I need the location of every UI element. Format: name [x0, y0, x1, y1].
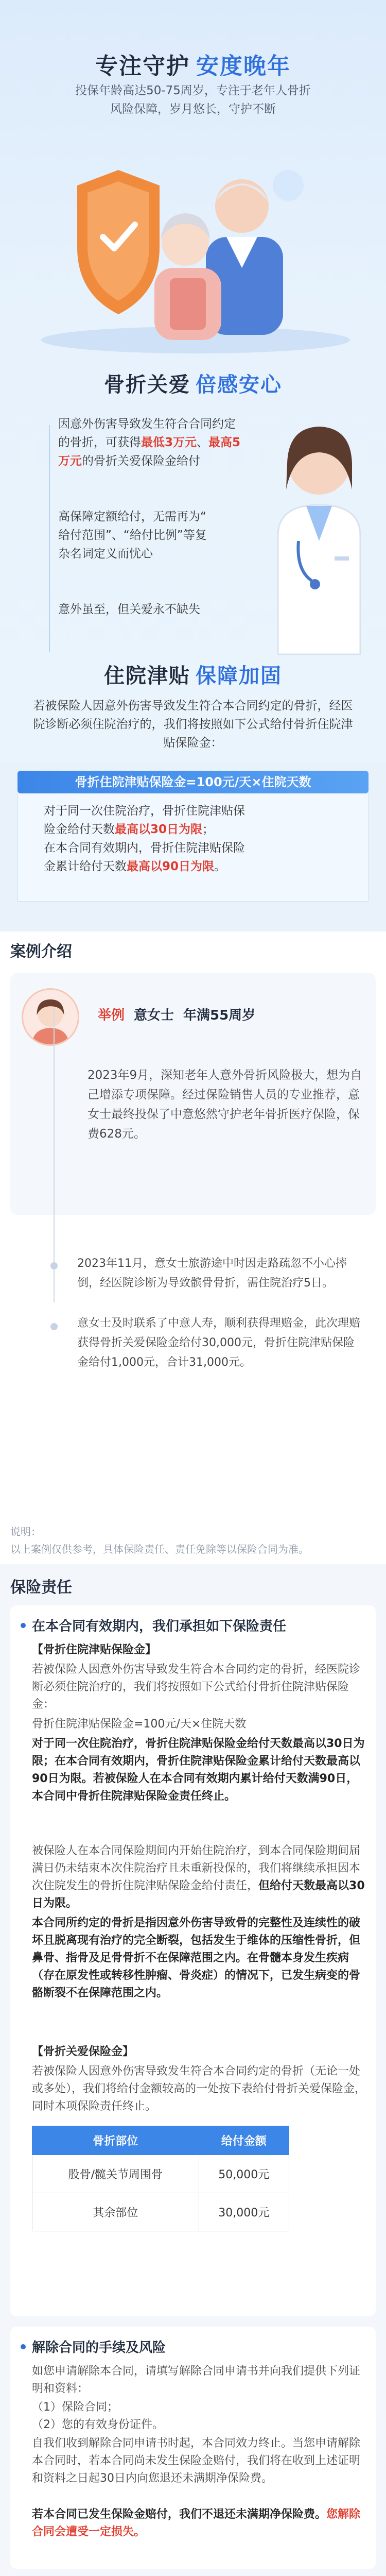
- duty-hospital-continuation: [32, 1842, 366, 1912]
- fracture-bubble-2-line-1: 高保障定额给付，无需再为“: [58, 510, 206, 523]
- duty-card-termination: [10, 2327, 376, 2569]
- table-cell-site: 股骨/髋关节周围骨: [32, 2155, 199, 2193]
- duty-card-1-title: [21, 1616, 286, 1635]
- hospital-detail-text-b: 金累计给付天数: [44, 860, 127, 873]
- fracture-max-amount-a: 最高5: [208, 436, 241, 449]
- hero-subtitle-line-1: 投保年龄高达50-75周岁，专注于老年人骨折: [75, 84, 311, 97]
- hospital-title-main: 住院津贴: [104, 664, 190, 688]
- case-note: 以上案例仅供参考，具体保险责任、责任免除等以保险合同为准。: [10, 1543, 309, 1555]
- fracture-min-amount: 最低3万元: [141, 436, 197, 449]
- termination-para-1: 如您申请解除本合同，请填写解除合同申请书并向我们提供下列证明和资料：: [32, 2365, 361, 2395]
- table-cell-site: 其余部位: [32, 2193, 199, 2231]
- case-person-age: 年满55周岁: [183, 1008, 256, 1023]
- case-person-name: 意女士: [134, 1008, 174, 1023]
- case-person-title: [98, 1005, 255, 1024]
- duty-card-2-title-text: 解除合同的手续及风险: [32, 2340, 166, 2355]
- termination-warning: [32, 2506, 366, 2541]
- fracture-separator: 、: [197, 436, 209, 449]
- hospital-detail-line-3: 在本合同有效期内，骨折住院津贴保险: [44, 841, 245, 855]
- duty-hospital-limits: 对于同一次住院治疗，骨折住院津贴保险金给付天数最高以30日为限；在本合同有效期内，骨折住院津贴保险金累计给付天数最高以90日为限。若被保险人在本合同有效期内累计给付天数满90日，本合同中骨折住院津贴保险金责任终止。: [32, 1737, 365, 1803]
- elderly-couple-illustration: [0, 139, 386, 355]
- hospital-detail-punct-b: 。: [214, 860, 226, 873]
- case-card: [10, 973, 376, 1215]
- termination-para-2: 自我们收到解除合同申请书时起，本合同效力终止。当您申请解除本合同时，若本合同尚未发生保险金赔付，我们将在收到上述证明和资料之日起30日内向您退还未满期净保险费。: [32, 2437, 361, 2485]
- table-header-site: 骨折部位: [32, 2126, 199, 2155]
- case-item-2: 意女士及时联系了中意人寿，顺利获得理赔金，此次理赔获得骨折关爱保险金给付30,000元，骨折住院津贴保险金给付1,000元，合计31,000元。: [77, 1317, 361, 1369]
- bullet-dot-icon: [21, 2344, 26, 2349]
- termination-item-2: （2）您的有效身份证件。: [32, 2418, 164, 2431]
- duty-card-2-title: [21, 2337, 166, 2356]
- hospital-limit-90: 最高以90日为限: [127, 860, 215, 873]
- duty-hospital-formula: 骨折住院津贴保险金=100元/天×住院天数: [32, 1718, 247, 1731]
- duty-continuation-text: 被保险人在本合同保险期间内开始住院治疗，到本合同保险期间届满日仍未结束本次住院治疗且未重新投保的，我们将继续承担因本次住院发生的骨折住院津贴保险金给付责任，: [32, 1844, 361, 1892]
- avatar: [22, 988, 79, 1046]
- fracture-bubbles: [49, 415, 270, 657]
- fracture-max-amount-b: 万元: [58, 454, 82, 468]
- termination-bold: 若本合同已发生保险金赔付，我们不退还未满期净保险费。: [32, 2508, 327, 2521]
- hospital-title-highlight: 保障加固: [196, 664, 282, 688]
- termination-item-1: （1）保险合同；: [32, 2401, 118, 2414]
- duty-hospital-para: 若被保险人因意外伤害导致发生符合本合同约定的骨折，经医院诊断必须住院治疗的，我们将按照如下公式给付骨折住院津贴保险金：: [32, 1663, 361, 1711]
- fracture-bubble-3: 意外虽至，但关爱永不缺失: [58, 603, 200, 616]
- duty-section: [0, 1564, 386, 2576]
- fracture-title-highlight: 倍感安心: [196, 373, 282, 397]
- hero-title-highlight: 安度晚年: [196, 53, 291, 79]
- hospital-description: 若被保险人因意外伤害导致发生符合本合同约定的骨折，经医院诊断必须住院治疗的，我们将按照如下公式给付骨折住院津贴保险金：: [33, 699, 353, 750]
- fracture-bubble-2-line-3: 杂名词定义而忧心: [58, 547, 153, 561]
- doctor-illustration: [242, 386, 386, 675]
- table-row: [32, 2193, 289, 2231]
- duty-fracture-definition: 本合同所约定的骨折是指因意外伤害导致骨的完整性及连续性的破坏且脱离现有治疗的完全断裂，包括发生于维体的压缩性骨折，但鼻骨、指骨及足骨骨折不在保障范围之内。在骨髓本身发生疾病（存在原发性或转移性肿瘤、骨炎症）的情况下，已发生病变的骨骼断裂不在保障范围之内。: [32, 1917, 361, 1999]
- termination-loss-warning: 您解除合同会遭受一定损失。: [32, 2508, 361, 2538]
- duty-card-benefits: [10, 1605, 376, 2316]
- fracture-title-main: 骨折关爱: [104, 373, 190, 397]
- case-paragraph: 2023年9月，深知老年人意外骨折风险极大，想为自己增添专项保障。经过保险销售人员的专业推荐，意女士最终投保了中意悠然守护老年骨折医疗保险，保费628元。: [87, 1069, 362, 1141]
- table-header-row: [32, 2126, 289, 2155]
- table-header-amount: 给付金额: [199, 2126, 289, 2155]
- fracture-benefit-table: [32, 2126, 289, 2231]
- hero-title: [0, 47, 386, 80]
- duty-continuation-limit: 但给付天数最高以30日为限。: [32, 1879, 365, 1910]
- duty-heading: 保险责任: [10, 1579, 72, 1597]
- case-tag: 举例: [98, 1008, 125, 1023]
- hospital-detail-line-1: 对于同一次住院治疗，骨折住院津贴保: [44, 804, 245, 818]
- fracture-bubble-1-line-1: 因意外伤害导致发生符合合同约定: [58, 417, 236, 431]
- hospital-section-title: [0, 659, 386, 689]
- duty-fracture-para: 若被保险人因意外伤害导致发生符合本合同约定的骨折（无论一处或多处），我们将给付金额较高的一处按下表给付骨折关爱保险金，同时本项保险责任终止。: [32, 2065, 366, 2113]
- woman-avatar-icon: [23, 990, 78, 1044]
- hero-subtitle-line-2: 风险保障，岁月悠长，守护不断: [110, 103, 276, 116]
- fracture-bubble-2-line-2: 给付范围”、“给付比例”等复: [58, 529, 207, 542]
- hospital-detail-line-2: [44, 820, 342, 839]
- bubble-connector-line: [49, 425, 50, 652]
- case-heading: 案例介绍: [10, 943, 72, 961]
- case-section: [0, 931, 386, 1564]
- hospital-detail-line-4: [44, 857, 342, 876]
- hospital-formula-bar: 骨折住院津贴保险金=100元/天×住院天数: [17, 771, 369, 793]
- duty-sub-hospital: 【骨折住院津贴保险金】: [32, 1643, 157, 1656]
- case-note-label: 说明：: [10, 1526, 41, 1538]
- case-timeline-line: [54, 1009, 55, 1302]
- fracture-bubble-1-text: 的骨折，可获得: [58, 436, 141, 449]
- duty-card-1-title-text: 在本合同有效期内，我们承担如下保险责任: [32, 1619, 287, 1634]
- hero-title-main: 专注守护: [95, 53, 190, 79]
- case-timeline-dot-2: [50, 1323, 58, 1330]
- hospital-detail-text-a: 险金给付天数: [44, 823, 115, 836]
- fracture-bubble-1-tail: 的骨折关爱保险金给付: [82, 454, 200, 468]
- duty-sub-fracture: 【骨折关爱保险金】: [32, 2045, 134, 2058]
- table-cell-amount: 50,000元: [199, 2155, 289, 2193]
- case-timeline-dot-1: [50, 1262, 58, 1269]
- table-cell-amount: 30,000元: [199, 2193, 289, 2231]
- hospital-detail-punct-a: ；: [202, 823, 215, 836]
- hospital-limit-30: 最高以30日为限: [115, 823, 203, 836]
- hero-section: [0, 0, 386, 762]
- hospital-detail-box: [17, 793, 369, 902]
- table-row: [32, 2155, 289, 2193]
- case-item-1: 2023年11月，意女士旅游途中时因走路疏忽不小心摔倒，经医院诊断为导致髌骨骨折，需住院治疗5日。: [77, 1257, 347, 1290]
- bullet-dot-icon: [21, 1623, 26, 1628]
